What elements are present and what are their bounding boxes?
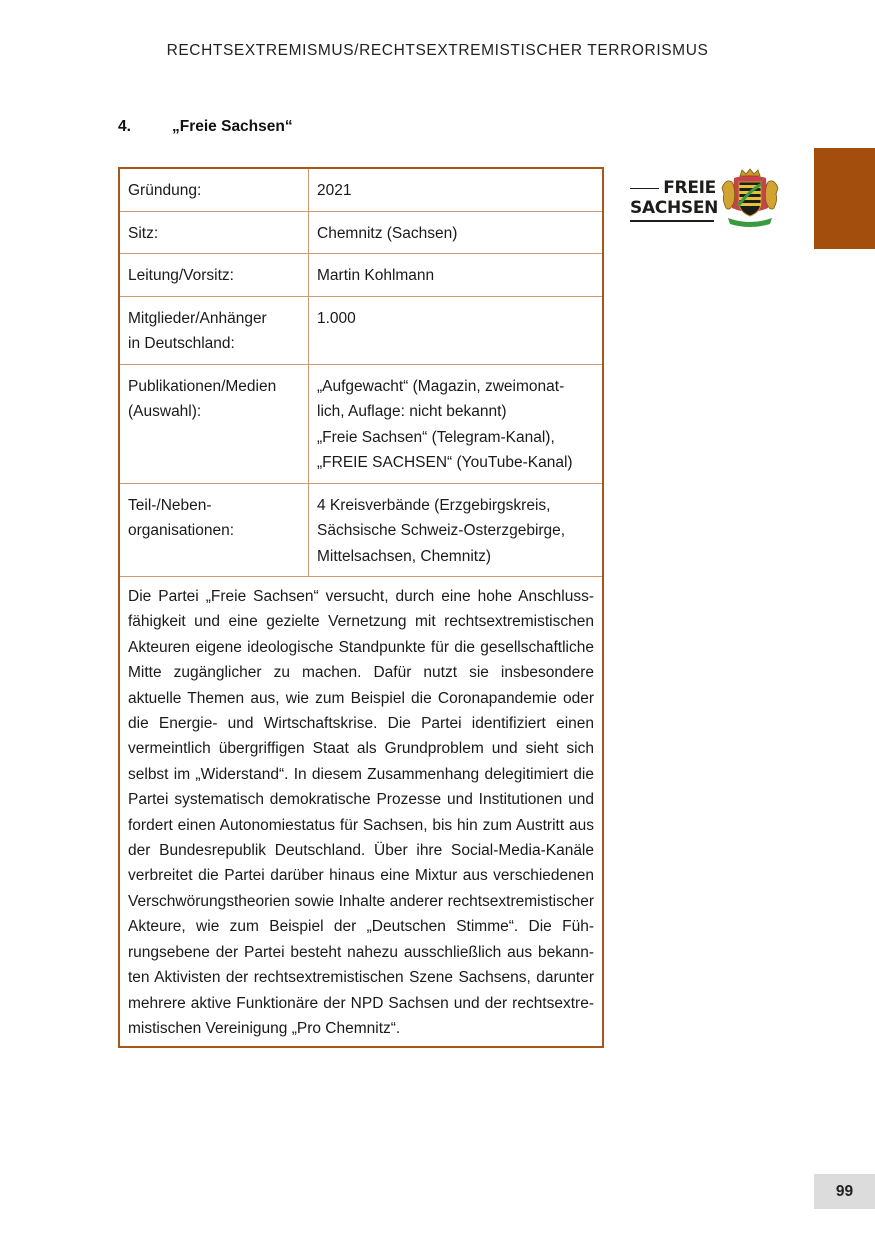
row-value-line: „Freie Sachsen“ (Telegram-Kanal), [317, 428, 555, 446]
fact-sheet-table [118, 167, 604, 1048]
description-text: Die Partei „Freie Sachsen“ versucht, durch eine hohe Anschlussfähigkeit und eine gezielte Vernetzung mit rechtsextremistischen Akteuren eigene ideologische Standpunkte für die gesellschaftliche Mitte zugänglicher zu machen. Dafür nutzt sie insbesondere aktuelle Themen aus, wie zum Beispiel die Coronapandemie oder die Energie- und Wirtschaftskrise. Die Partei identifiziert einen vermeintlich übergriffigen Staat als Grundproblem und sieht sich selbst im „Widerstand“. In diesem Zusammenhang delegitimiert die Partei systematisch demokratische Prozesse und Institutionen und fordert einen Autonomiestatus für Sachsen, bis hin zum Austritt aus der Bundesrepublik Deutschland. Über ihre Social-Media-Kanäle verbreitet die Partei darüber hinaus eine Mixtur aus verschiedenen Verschwörungstheorien sowie Inhalte anderer rechtsextremistischer Akteure, wie zum Beispiel der „Deutschen Stimme“. Die Führungsebene der Partei besteht nahezu ausschließlich aus bekannten Aktivisten der rechtsextremistischen Szene Sachsens, darunter mehrere aktive Funktionäre der NPD Sachsen und der rechtsextremistischen Vereinigung „Pro Chemnitz“. [119, 577, 603, 1048]
table-row [119, 168, 603, 211]
row-label-line: Teil-/Neben- [128, 496, 212, 514]
row-value-line: 2021 [317, 182, 352, 199]
saxony-coat-of-arms-icon [718, 168, 782, 230]
row-value-line: 1.000 [317, 309, 356, 327]
row-value-line: Chemnitz (Sachsen) [317, 224, 458, 242]
row-label [119, 364, 309, 483]
row-label-line: Publikationen/Medien [128, 377, 277, 395]
row-value [309, 296, 604, 364]
row-label-line: Leitung/Vorsitz: [128, 267, 234, 284]
row-value [309, 211, 604, 254]
freie-sachsen-logo [628, 168, 783, 232]
table-row [119, 483, 603, 577]
row-label-line: in Deutschland: [128, 335, 235, 352]
row-value-line: „Aufgewacht“ (Magazin, zweimonat- [317, 377, 565, 395]
row-value-line: Martin Kohlmann [317, 267, 435, 284]
chapter-tab-marker [814, 148, 875, 249]
row-value-line: Mittelsachsen, Chemnitz) [317, 547, 492, 565]
logo-line-2: SACHSEN [630, 198, 719, 218]
row-value [309, 168, 604, 211]
row-value [309, 364, 604, 483]
row-value-line: lich, Auflage: nicht bekannt) [317, 403, 507, 420]
logo-line-1: FREIE [663, 178, 716, 198]
running-header: RECHTSEXTREMISMUS/RECHTSEXTREMISTISCHER TERRORISMUS [166, 42, 709, 59]
row-label-line: organisationen: [128, 522, 234, 539]
row-label-line: Gründung: [128, 182, 202, 199]
row-value-line: 4 Kreisverbände (Erzgebirgskreis, [317, 496, 551, 514]
description-row [119, 577, 603, 1048]
row-label [119, 211, 309, 254]
section-number: 4. [118, 118, 131, 135]
row-value-line: Sächsische Schweiz-Osterzgebirge, [317, 522, 566, 539]
table-row [119, 211, 603, 254]
row-label [119, 168, 309, 211]
row-label [119, 254, 309, 297]
page-number: 99 [814, 1174, 875, 1209]
logo-wordmark [630, 178, 719, 222]
row-label [119, 296, 309, 364]
row-value [309, 483, 604, 577]
table-row [119, 364, 603, 483]
table-row [119, 296, 603, 364]
row-label-line: Mitglieder/Anhänger [128, 309, 267, 327]
row-label-line: Sitz: [128, 224, 159, 242]
table-row [119, 254, 603, 297]
row-value [309, 254, 604, 297]
section-heading [118, 118, 293, 136]
row-value-line: „FREIE SACHSEN“ (YouTube-Kanal) [317, 454, 573, 471]
row-label [119, 483, 309, 577]
section-title: „Freie Sachsen“ [172, 118, 293, 135]
row-label-line: (Auswahl): [128, 403, 202, 420]
